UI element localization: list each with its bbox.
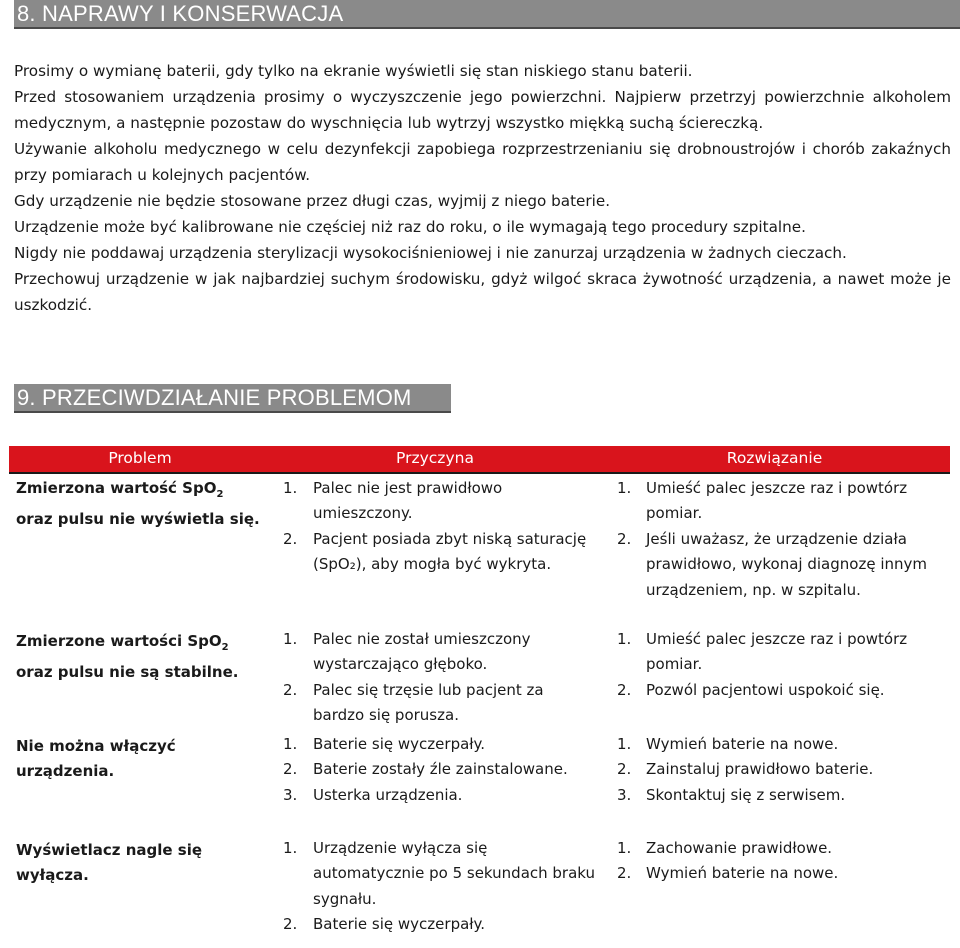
problem-text: Zmierzona wartość SpO <box>16 478 217 497</box>
list-item: 1. Palec nie został umieszczony wystarczająco głęboko. <box>283 629 531 673</box>
cause-cell <box>271 732 599 836</box>
solution-cell <box>599 627 950 732</box>
solution-text: Wymień baterie na nowe. <box>646 864 839 882</box>
list-item: 2. Zainstaluj prawidłowo baterie. <box>617 760 874 778</box>
table-row <box>9 473 950 627</box>
list-item: 1. Wymień baterie na nowe. <box>617 734 839 753</box>
list-item: 2. Palec się trzęsie lub pacjent za bardzo się porusza. <box>283 680 544 724</box>
paragraph: Urządzenie może być kalibrowane nie częściej niż raz do roku, o ile wymagają tego procedury szpitalne. <box>14 218 806 236</box>
table-header-row <box>9 446 950 473</box>
list-item: 1. Umieść palec jeszcze raz i powtórz pomiar. <box>617 629 908 673</box>
solution-cell <box>599 836 950 948</box>
paragraph: Przechowuj urządzenie w jak najbardziej suchym środowisku, gdyż wilgoć skraca żywotność urządzenia, a nawet może je uszkodzić. <box>14 270 951 314</box>
solution-text: Pozwól pacjentowi uspokoić się. <box>646 680 885 699</box>
problem-cell <box>9 836 271 948</box>
cause-text: Urządzenie wyłącza się automatycznie po 5 sekundach braku sygnału. <box>313 838 596 908</box>
list-item: 1. Urządzenie wyłącza się automatycznie po 5 sekundach braku sygnału. <box>283 838 596 908</box>
table-row <box>9 627 950 732</box>
list-item: 2. Baterie zostały źle zainstalowane. <box>283 760 568 778</box>
cause-text: Palec nie został umieszczony wystarczająco głęboko. <box>313 629 531 673</box>
solution-text: Zachowanie prawidłowe. <box>646 838 833 857</box>
problem-text: Zmierzone wartości SpO <box>16 631 222 650</box>
table-row <box>9 732 950 836</box>
list-item: 1. Zachowanie prawidłowe. <box>617 838 833 857</box>
list-item: 2. Pacjent posiada zbyt niską saturację (SpO₂), aby mogła być wykryta. <box>283 529 587 573</box>
troubleshooting-table <box>9 446 950 948</box>
problem-text: Nie można włączyć urządzenia. <box>16 736 176 780</box>
header-solution: Rozwiązanie <box>599 446 950 473</box>
list-item: 2. Pozwól pacjentowi uspokoić się. <box>617 680 885 699</box>
list-item: 3. Skontaktuj się z serwisem. <box>617 785 846 804</box>
problem-text: oraz pulsu nie są stabilne. <box>16 663 239 681</box>
paragraph: Prosimy o wymianę baterii, gdy tylko na ekranie wyświetli się stan niskiego stanu baterii. <box>14 62 693 80</box>
cause-cell <box>271 627 599 732</box>
cause-text: Usterka urządzenia. <box>313 785 463 804</box>
solution-text: Jeśli uważasz, że urządzenie działa prawidłowo, wykonaj diagnozę innym urządzeniem, np. w szpitalu. <box>646 529 927 599</box>
paragraph: Przed stosowaniem urządzenia prosimy o wyczyszczenie jego powierzchni. Najpierw przetrzyj powierzchnie alkoholem medycznym, a następnie pozostaw do wyschnięcia lub wytrzyj wszystko miękką suchą ściereczką. <box>14 88 951 132</box>
solution-text: Wymień baterie na nowe. <box>646 734 839 753</box>
solution-text: Skontaktuj się z serwisem. <box>646 785 846 804</box>
solution-text: Umieść palec jeszcze raz i powtórz pomiar. <box>646 478 908 522</box>
cause-text: Palec się trzęsie lub pacjent za bardzo się porusza. <box>313 680 544 724</box>
list-item: 1. Umieść palec jeszcze raz i powtórz pomiar. <box>617 478 908 522</box>
paragraph: Używanie alkoholu medycznego w celu dezynfekcji zapobiega rozprzestrzenianiu się drobnoustrojów i chorób zakaźnych przy pomiarach u kolejnych pacjentów. <box>14 140 951 184</box>
cause-cell <box>271 473 599 627</box>
cause-cell <box>271 836 599 948</box>
problem-cell <box>9 732 271 836</box>
section-8-title: 8. NAPRAWY I KONSERWACJA <box>17 1 344 26</box>
list-item: 2. Baterie się wyczerpały. <box>283 915 486 933</box>
solution-text: Zainstaluj prawidłowo baterie. <box>646 760 874 778</box>
cause-text: Palec nie jest prawidłowo umieszczony. <box>313 478 503 522</box>
paragraph: Gdy urządzenie nie będzie stosowane przez długi czas, wyjmij z niego baterie. <box>14 192 611 210</box>
list-item: 3. Usterka urządzenia. <box>283 785 463 804</box>
section-9-header <box>14 384 451 413</box>
table-row <box>9 836 950 948</box>
section-8-header <box>14 0 960 29</box>
problem-text: Wyświetlacz nagle się wyłącza. <box>16 840 203 884</box>
paragraph: Nigdy nie poddawaj urządzenia sterylizacji wysokociśnieniowej i nie zanurzaj urządzenia w żadnych cieczach. <box>14 244 847 262</box>
subscript: 2 <box>221 641 229 653</box>
cause-text: Baterie się wyczerpały. <box>313 734 486 753</box>
solution-text: Umieść palec jeszcze raz i powtórz pomiar. <box>646 629 908 673</box>
solution-cell <box>599 732 950 836</box>
cause-text: Baterie się wyczerpały. <box>313 915 486 933</box>
section-8-body <box>14 58 951 318</box>
cause-text: Pacjent posiada zbyt niską saturację (SpO₂), aby mogła być wykryta. <box>313 529 587 573</box>
solution-cell <box>599 473 950 627</box>
list-item: 1. Palec nie jest prawidłowo umieszczony. <box>283 478 503 522</box>
cause-text: Baterie zostały źle zainstalowane. <box>313 760 568 778</box>
subscript: 2 <box>216 488 224 500</box>
problem-text: oraz pulsu nie wyświetla się. <box>16 510 260 528</box>
list-item: 1. Baterie się wyczerpały. <box>283 734 486 753</box>
list-item: 2. Wymień baterie na nowe. <box>617 864 839 882</box>
problem-cell <box>9 627 271 732</box>
section-9-title: 9. PRZECIWDZIAŁANIE PROBLEMOM <box>17 385 412 410</box>
header-problem: Problem <box>9 446 271 473</box>
problem-cell <box>9 473 271 627</box>
header-cause: Przyczyna <box>271 446 599 473</box>
list-item: 2. Jeśli uważasz, że urządzenie działa prawidłowo, wykonaj diagnozę innym urządzeniem, np. w szpitalu. <box>617 529 927 599</box>
